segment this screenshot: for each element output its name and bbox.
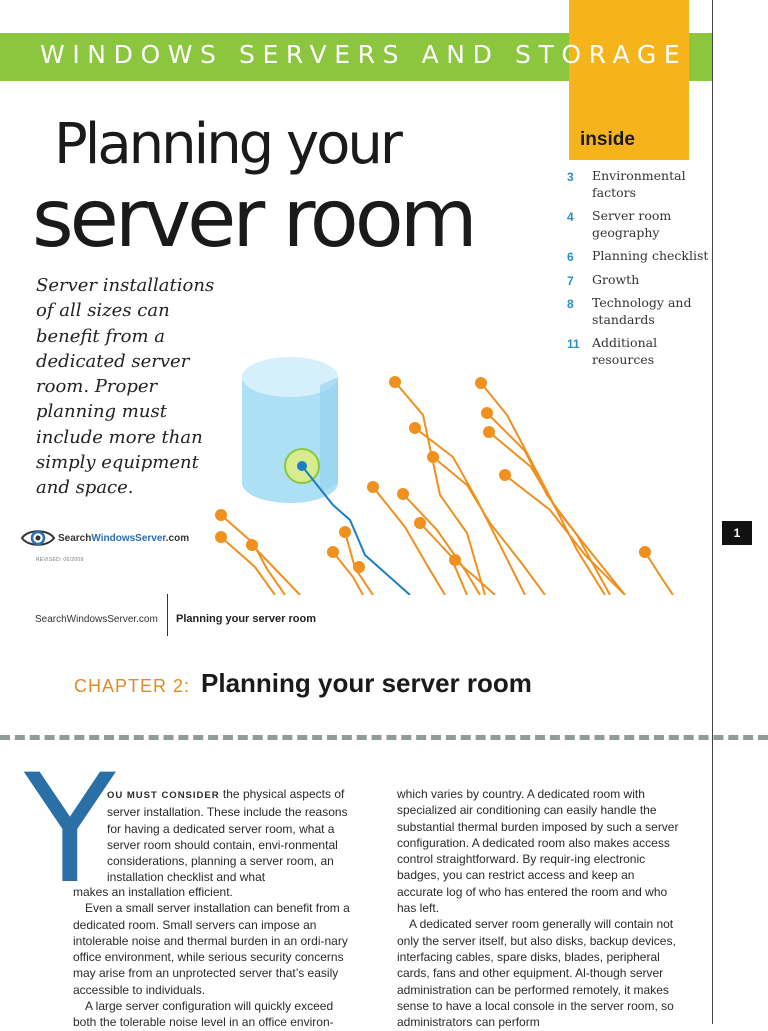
- site-logo[interactable]: [20, 527, 189, 549]
- circuit-illustration: [205, 355, 675, 595]
- lead-caps: OU MUST CONSIDER: [107, 790, 220, 801]
- para1-start: the physical aspects of server installation. These include the reasons for having a dedicated server room, what a server room should contain, envi-ronmental considerations, planning a server room, an installation checklist and what: [107, 787, 348, 885]
- toc-page-number: 7: [567, 273, 574, 288]
- body-column-1-top: [107, 786, 357, 886]
- dashed-divider: [0, 735, 768, 740]
- toc-label: Additional resources: [592, 335, 658, 367]
- toc-label: Server room geography: [592, 208, 672, 240]
- body-column-1: [73, 884, 357, 1031]
- toc-label: Growth: [592, 271, 640, 287]
- eye-icon: [20, 527, 56, 549]
- toc-page-number: 3: [567, 170, 574, 184]
- para1-end: makes an installation efficient.: [73, 885, 233, 899]
- col2-para2: A dedicated server room generally will contain not only the server itself, but also disks, backup devices, interfacing cables, spare disks, blades, peripheral cards, fans and other equipment. Al-though server administration can be performed remotely, it makes sense to have a local console in the server room, so administrators can perform: [397, 917, 676, 1030]
- breadcrumb-divider: [167, 594, 168, 636]
- toc-page-number: 4: [567, 210, 574, 224]
- title-line-2: server room: [32, 172, 474, 265]
- toc-item[interactable]: [567, 208, 712, 241]
- title-line-1: Planning your: [54, 112, 400, 177]
- breadcrumb-title: Planning your server room: [176, 613, 316, 625]
- database-cylinder-icon: [242, 357, 410, 595]
- toc-page-number: 6: [567, 250, 574, 264]
- toc-item[interactable]: [567, 248, 712, 265]
- inside-label: inside: [580, 129, 635, 150]
- table-of-contents: [567, 168, 712, 375]
- section-header: WINDOWS SERVERS AND STORAGE: [40, 40, 688, 69]
- logo-text: SearchWindowsServer.com: [58, 532, 190, 544]
- para2: Even a small server installation can benefit from a dedicated room. Small servers can impose an intolerable noise and thermal burden in an ordi-nary office environment, while serious security concerns may arise from an unprotected server that’s easily accessible to individuals.: [73, 901, 350, 997]
- toc-item[interactable]: [567, 272, 712, 289]
- toc-label: Technology and standards: [592, 295, 692, 327]
- toc-page-number: 8: [567, 297, 574, 311]
- page-number-badge: 1: [722, 521, 752, 545]
- page-edge-line: [712, 0, 713, 1024]
- toc-page-number: 11: [567, 337, 580, 351]
- body-column-2: [397, 786, 682, 1030]
- breadcrumb-site[interactable]: SearchWindowsServer.com: [35, 614, 158, 625]
- drop-cap: Y: [24, 743, 116, 917]
- col2-para1: which varies by country. A dedicated room with specialized air conditioning can easily handle the substantial thermal burden imposed by such a server configuration. A dedicated room also makes access control straightforward. By requir-ing electronic badges, you can restrict access and keep an accurate log of who has entered the room and who has left.: [397, 787, 679, 916]
- revised-date: REVISED: 06/2009: [36, 557, 84, 563]
- toc-item[interactable]: [567, 168, 712, 201]
- toc-label: Planning checklist: [592, 248, 709, 263]
- toc-item[interactable]: [567, 295, 712, 328]
- chapter-title: Planning your server room: [201, 668, 532, 698]
- chapter-label: CHAPTER 2:: [74, 676, 191, 696]
- intro-text: Server installations of all sizes can benefit from a dedicated server room. Proper planning must include more than simply equipment and space.: [36, 275, 215, 499]
- toc-label: Environmental factors: [592, 168, 686, 200]
- para3: A large server configuration will quickly exceed both the tolerable noise level in an office environ-: [73, 999, 334, 1030]
